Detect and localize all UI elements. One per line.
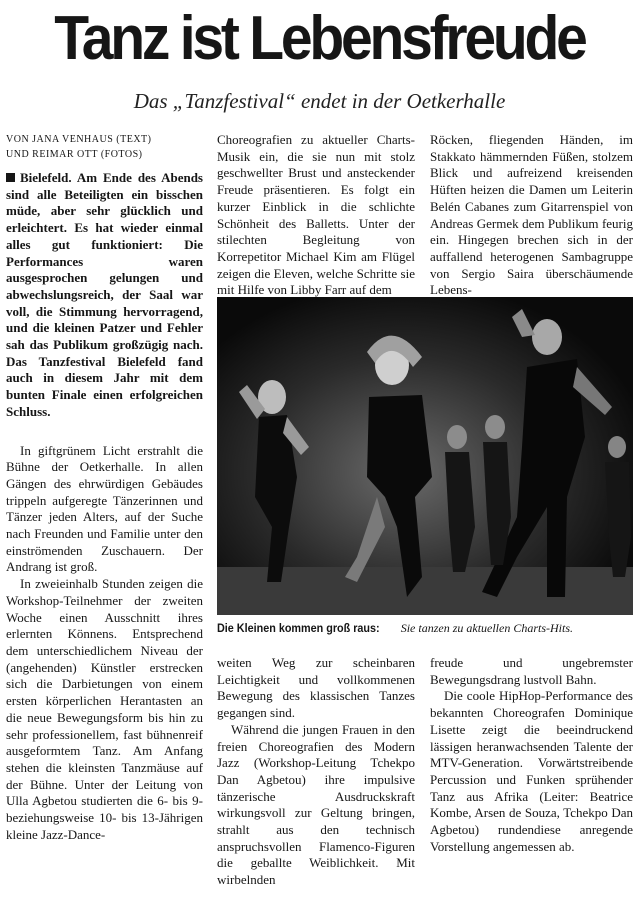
body-paragraph: freude und ungebremster Bewegungsdrang lustvoll Bahn. [430, 655, 633, 687]
byline-photographer: UND REIMAR OTT (FOTOS) [6, 149, 143, 160]
byline [6, 132, 203, 162]
lead-text: Am Ende des Abends sind alle Beteiligten ein bisschen müde, aber sehr glücklich und erleichtert. Es hat wieder einmal alles gut funktioniert: Die Performances waren ausgesprochen gelungen und abwechslungsreich, der Saal war voll, die Stimmung hervorragend, und die kleinen Patzer und Fehler sah das Publikum großzügig nach. Das Tanzfestival Bielefeld fand auch in diesem Jahr mit dem bunten Finale einen erfolgreichen Schluss. [6, 170, 203, 419]
caption-bold: Die Kleinen kommen groß raus: [217, 621, 380, 635]
body-paragraph: Die coole HipHop-Performance des bekannten Choreografen Dominique Lisette zeigt die beeindruckend lässigen heranwachsenden Talente der MTV-Generation. Vorwärtstreibende Percussion und Funken sprühender Tanz aus Afrika (Leiter: Beatrice Kombe, Arsen de Souza, Tchekpo Dan Agbetou) rundendiese anregende Vorstellung angemessen ab. [430, 688, 633, 854]
headline: Tanz ist Lebensfreude [54, 4, 585, 73]
body-paragraph: weiten Weg zur scheinbaren Leichtigkeit und vollkommenen Bewegung des klassischen Tanzes gegangen sind. [217, 655, 415, 721]
lead-place: Bielefeld. [20, 170, 72, 185]
body-paragraph: In giftgrünem Licht erstrahlt die Bühne der Oetkerhalle. In allen Gängen des ehrwürdigen Gebäudes trippeln aufgeregte Tänzerinnen und Tänzer jeden Alters, auf der Suche nach Freunden und Familie unter den einströmenden Zuschauern. Der Andrang ist groß. [6, 442, 203, 575]
article-column-2-bottom [217, 655, 415, 889]
photo-caption [217, 620, 633, 636]
article-column-3-top [430, 132, 633, 299]
article-column-2-top [217, 132, 415, 299]
body-paragraph: Während die jungen Frauen in den freien Choreografien des Modern Jazz (Workshop-Leitung Tchekpo Dan Agbetou) ihre impulsive tänzerische Ausdruckskraft wirkungsvoll zur Geltung bringen, strahlt aus den technisch anspruchsvollen Flamenco-Figuren die geballte Weiblichkeit. Mit wirbelnden [217, 721, 415, 888]
lead-paragraph [6, 170, 203, 421]
paragraph-marker-icon [6, 173, 15, 182]
body-paragraph: In zweieinhalb Stunden zeigen die Workshop-Teilnehmer der zweiten Woche einen Ausschnitt ihres erlernten Könnens. Entsprechend dem unterschiedlichem Niveau der (angehenden) Künstler erstrecken sich die Darbietungen von einem ersten körperlichen Herantasten an die neue Bewegungsform bis hin zu sehr professionellem, fast bühnenreif ausgeformtem Tanz. Am Anfang stehen die kleinsten Tanzmäuse auf der Bühne. Unter der Leitung von Ulla Agbetou studierten die 6- bis 9- beziehungsweise 10- bis 13-Jährigen kleine Jazz-Dance- [6, 576, 203, 842]
body-paragraph: Choreografien zu aktueller Charts-Musik ein, die sie nun mit stolz geschwellter Brust und ansteckender Freude präsentieren. Es folgt ein kurzer Einblick in die schlichte Schönheit des Balletts. Unter der stilechten Begleitung von Korrepetitor Michael Kim am Flügel zeigen die Eleven, welche Schritte sie mit Hilfe von Libby Farr auf dem [217, 132, 415, 298]
article-column-1 [6, 132, 203, 843]
caption-text: Sie tanzen zu aktuellen Charts-Hits. [397, 621, 574, 635]
dancers-illustration [217, 297, 633, 615]
article-column-3-bottom [430, 655, 633, 855]
subheadline: Das „Tanzfestival“ endet in der Oetkerhalle [133, 89, 506, 113]
dance-photo [217, 297, 633, 615]
body-paragraph: Röcken, fliegenden Händen, im Stakkato hämmernden Füßen, stolzem Blick und aufreizend kreisenden Hüften heizen die Damen um Leiterin Belén Cabanes zum Gitarrenspiel von Andreas Germek dem Publikum feurig ein. Hingegen brechen sich in der auffallend heterogenen Sambagruppe von Sergio Saira überschäumende Lebens- [430, 132, 633, 298]
byline-author: VON JANA VENHAUS (TEXT) [6, 134, 152, 145]
